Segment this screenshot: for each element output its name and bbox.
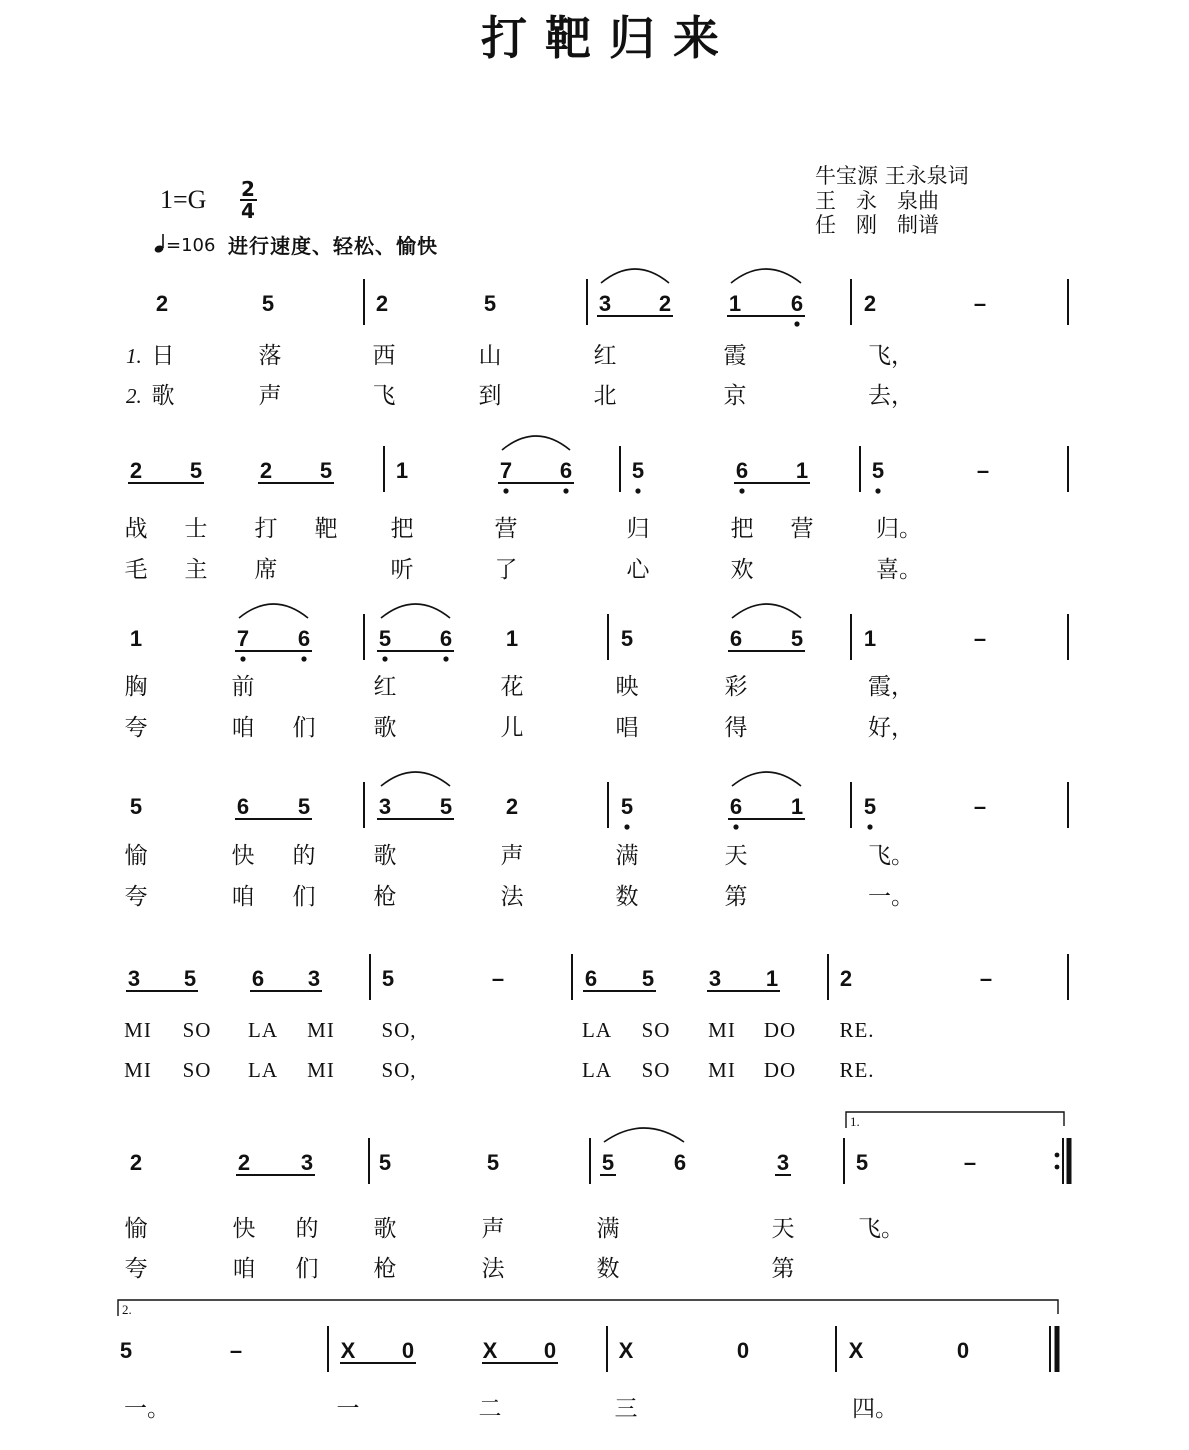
lyric-syllable: 红: [593, 343, 617, 369]
note: –: [491, 966, 505, 991]
note: 2: [375, 291, 389, 316]
lyric-syllable: DO: [763, 1018, 797, 1042]
lyric-syllable: 欢: [730, 557, 754, 583]
note: X: [340, 1338, 356, 1363]
lyric-line: [125, 557, 923, 583]
note: 3: [378, 794, 392, 819]
lyric-syllable: MI: [307, 1018, 335, 1042]
note: 1: [505, 626, 519, 651]
lyric-syllable: 喜。: [876, 557, 922, 583]
note: 6: [584, 966, 598, 991]
octave-dot: [301, 656, 306, 661]
slur: [604, 1128, 684, 1142]
note: 2: [505, 794, 519, 819]
key-signature: [160, 177, 257, 223]
lyric-syllable: 法: [481, 1256, 505, 1282]
lyric-line: [124, 1396, 898, 1422]
lyric-syllable: DO: [763, 1058, 797, 1082]
note: 6: [236, 794, 250, 819]
lyric-syllable: 愉: [124, 843, 148, 869]
lyric-syllable: 歌: [151, 383, 175, 409]
note: 5: [863, 794, 877, 819]
lyric-syllable: 去，: [868, 383, 914, 409]
note: 0: [736, 1338, 750, 1363]
lyric-syllable: 第: [724, 884, 748, 910]
octave-dot: [867, 824, 872, 829]
note: 2: [129, 458, 143, 483]
note: 5: [620, 794, 634, 819]
lyric-syllable: 满: [596, 1216, 620, 1242]
lyric-syllable: 一。: [124, 1396, 170, 1422]
lyric-syllable: 西: [372, 343, 396, 369]
lyric-syllable: 声: [500, 843, 524, 869]
lyric-syllable: 席: [254, 557, 278, 583]
note: 5: [378, 1150, 392, 1175]
song-title: 打靶归来: [481, 11, 737, 65]
lyric-syllable: MI: [708, 1058, 736, 1082]
time-signature-bottom: 4: [241, 199, 255, 223]
lyric-syllable: 快: [232, 1216, 256, 1242]
lyric-syllable: 花: [500, 674, 524, 700]
lyric-syllable: 好，: [868, 715, 914, 741]
verse-number: 1.: [126, 344, 142, 368]
lyric-syllable: MI: [307, 1058, 335, 1082]
note: X: [482, 1338, 498, 1363]
note: 6: [559, 458, 573, 483]
lyric-syllable: 得: [724, 715, 748, 741]
lyric-syllable: 落: [258, 343, 282, 369]
lyric-syllable: 霞: [723, 343, 747, 369]
lyric-syllable: LA: [582, 1058, 612, 1082]
note: 5: [641, 966, 655, 991]
lyric-line: [125, 1216, 905, 1242]
lyric-syllable: 主: [184, 557, 208, 583]
note: 1: [790, 794, 804, 819]
lyric-line: [125, 1256, 795, 1282]
volta-bracket: [118, 1300, 1058, 1316]
lyric-syllable: MI: [708, 1018, 736, 1042]
note: 5: [319, 458, 333, 483]
note: 5: [631, 458, 645, 483]
slur: [732, 772, 801, 786]
note: 2: [237, 1150, 251, 1175]
credit-lyricist: 牛宝源 王永泉词: [815, 164, 969, 188]
lyric-syllable: 山: [478, 343, 502, 369]
note: 5: [790, 626, 804, 651]
lyric-syllable: MI: [124, 1018, 152, 1042]
octave-dot: [443, 656, 448, 661]
slur: [381, 772, 450, 786]
note: 3: [307, 966, 321, 991]
lyric-syllable: 三: [614, 1396, 638, 1422]
lyric-syllable: 把: [730, 516, 754, 542]
note: 5: [378, 626, 392, 651]
slur: [239, 604, 308, 618]
lyric-line: [125, 843, 915, 869]
note: –: [976, 458, 990, 483]
note: 1: [728, 291, 742, 316]
credit-composer: 王 永 泉曲: [815, 189, 940, 213]
lyric-syllable: 彩: [724, 674, 748, 700]
note: 6: [729, 794, 743, 819]
note: –: [229, 1338, 243, 1363]
credit-arranger: 任 刚 制谱: [815, 213, 940, 237]
note: 0: [401, 1338, 415, 1363]
lyric-syllable: 歌: [373, 1216, 397, 1242]
octave-dot: [240, 656, 245, 661]
repeat-dot: [1055, 1165, 1060, 1170]
note: –: [973, 291, 987, 316]
note: 2: [658, 291, 672, 316]
repeat-dot: [1055, 1153, 1060, 1158]
slur: [732, 604, 801, 618]
lyric-line: [125, 674, 915, 700]
lyric-syllable: 们: [292, 715, 316, 741]
note: 7: [499, 458, 513, 483]
lyric-line: [126, 383, 914, 409]
lyric-syllable: SO: [182, 1018, 212, 1042]
lyric-syllable: 飞。: [858, 1216, 904, 1242]
slur: [381, 604, 450, 618]
lyric-syllable: 心: [626, 557, 650, 583]
lyric-syllable: 的: [292, 843, 316, 869]
note: 5: [483, 291, 497, 316]
note: 0: [956, 1338, 970, 1363]
lyric-syllable: 枪: [373, 884, 397, 910]
lyric-syllable: 满: [615, 843, 639, 869]
lyric-syllable: 夸: [124, 1256, 148, 1282]
lyric-syllable: 霞，: [868, 674, 914, 700]
lyric-syllable: SO,: [381, 1018, 417, 1042]
lyric-line: [125, 516, 923, 542]
quarter-note-icon: [154, 234, 165, 254]
octave-dot: [875, 488, 880, 493]
volta-number: 2.: [122, 1302, 132, 1317]
note: 5: [261, 291, 275, 316]
credits: [815, 164, 969, 237]
lyric-syllable: 夸: [124, 715, 148, 741]
note: 6: [673, 1150, 687, 1175]
note: 2: [863, 291, 877, 316]
note: 3: [300, 1150, 314, 1175]
note: X: [618, 1338, 634, 1363]
lyric-syllable: 战: [124, 516, 148, 542]
lyric-syllable: 唱: [615, 715, 639, 741]
lyric-syllable: MI: [124, 1058, 152, 1082]
lyric-line: [124, 1058, 874, 1082]
lyric-syllable: 飞，: [868, 343, 914, 369]
note: 1: [863, 626, 877, 651]
system-4: [125, 772, 1069, 910]
note: 5: [601, 1150, 615, 1175]
lyric-syllable: 夸: [124, 884, 148, 910]
lyric-syllable: 咱: [232, 1256, 256, 1282]
octave-dot: [382, 656, 387, 661]
note: 3: [127, 966, 141, 991]
lyric-syllable: 一: [336, 1396, 360, 1422]
lyric-syllable: 一。: [868, 884, 914, 910]
note: 7: [236, 626, 250, 651]
note: 1: [795, 458, 809, 483]
note: 1: [129, 626, 143, 651]
note: 5: [871, 458, 885, 483]
lyric-syllable: LA: [248, 1058, 278, 1082]
lyric-syllable: 打: [254, 516, 278, 542]
octave-dot: [733, 824, 738, 829]
system-3: [125, 604, 1069, 741]
lyric-syllable: SO: [641, 1058, 671, 1082]
lyric-syllable: 营: [790, 516, 814, 542]
octave-dot: [739, 488, 744, 493]
tempo-description: 进行速度、轻松、愉快: [228, 234, 438, 258]
note: 5: [855, 1150, 869, 1175]
note: 2: [129, 1150, 143, 1175]
note: 3: [598, 291, 612, 316]
note: 5: [189, 458, 203, 483]
lyric-syllable: 快: [231, 843, 255, 869]
lyric-syllable: 飞。: [868, 843, 914, 869]
lyric-syllable: 枪: [373, 1256, 397, 1282]
note: 5: [183, 966, 197, 991]
system-7: [118, 1300, 1058, 1422]
lyric-syllable: SO: [641, 1018, 671, 1042]
note: 5: [129, 794, 143, 819]
system-5: [124, 954, 1068, 1082]
key-label: 1=G: [160, 185, 207, 214]
note: 2: [259, 458, 273, 483]
lyric-syllable: SO: [182, 1058, 212, 1082]
slur: [601, 269, 669, 283]
lyric-syllable: 儿: [500, 715, 524, 741]
octave-dot: [794, 321, 799, 326]
note: 5: [381, 966, 395, 991]
octave-dot: [624, 824, 629, 829]
note: –: [963, 1150, 977, 1175]
lyric-syllable: 天: [724, 843, 748, 869]
lyric-syllable: 北: [593, 383, 617, 409]
note: –: [973, 626, 987, 651]
note: 6: [297, 626, 311, 651]
note: 5: [439, 794, 453, 819]
system-6: [125, 1112, 1070, 1282]
note: 1: [765, 966, 779, 991]
lyric-syllable: 胸: [124, 674, 148, 700]
lyric-syllable: 们: [292, 884, 316, 910]
lyric-syllable: 二: [478, 1396, 502, 1422]
note: 1: [395, 458, 409, 483]
octave-dot: [563, 488, 568, 493]
note: 6: [735, 458, 749, 483]
lyric-line: [124, 1018, 874, 1042]
note: 6: [790, 291, 804, 316]
note: 0: [543, 1338, 557, 1363]
lyric-syllable: 声: [481, 1216, 505, 1242]
volta-number: 1.: [850, 1114, 860, 1129]
lyric-syllable: 毛: [124, 557, 148, 583]
note: –: [979, 966, 993, 991]
lyric-syllable: 归: [626, 516, 650, 542]
note: 3: [708, 966, 722, 991]
note: 2: [839, 966, 853, 991]
lyric-line: [125, 884, 915, 910]
lyric-syllable: 咱: [231, 884, 255, 910]
lyric-syllable: 第: [771, 1256, 795, 1282]
lyric-syllable: 听: [390, 557, 414, 583]
note: 5: [620, 626, 634, 651]
system-1: [126, 269, 1068, 409]
lyric-syllable: 了: [494, 557, 518, 583]
note: 6: [251, 966, 265, 991]
lyric-syllable: LA: [248, 1018, 278, 1042]
slur: [502, 436, 570, 450]
tempo-marking: [154, 234, 438, 258]
lyric-syllable: 前: [231, 674, 255, 700]
lyric-syllable: 法: [500, 884, 524, 910]
lyric-syllable: 京: [723, 383, 747, 409]
music-systems: [118, 269, 1069, 1422]
lyric-syllable: 四。: [852, 1396, 898, 1422]
lyric-syllable: LA: [582, 1018, 612, 1042]
system-2: [125, 436, 1069, 583]
note: –: [973, 794, 987, 819]
note: 5: [297, 794, 311, 819]
lyric-syllable: 天: [771, 1216, 795, 1242]
lyric-syllable: 飞: [372, 383, 396, 409]
lyric-syllable: 们: [295, 1256, 319, 1282]
lyric-syllable: RE.: [839, 1058, 875, 1082]
lyric-syllable: 数: [596, 1256, 620, 1282]
lyric-syllable: 声: [258, 383, 282, 409]
lyric-syllable: 到: [478, 383, 502, 409]
note: 5: [486, 1150, 500, 1175]
lyric-syllable: 营: [494, 516, 518, 542]
lyric-syllable: 歌: [373, 843, 397, 869]
time-signature-top: 2: [241, 177, 255, 201]
octave-dot: [635, 488, 640, 493]
lyric-syllable: 靶: [314, 516, 338, 542]
lyric-syllable: 红: [373, 674, 397, 700]
octave-dot: [503, 488, 508, 493]
note: 2: [155, 291, 169, 316]
lyric-syllable: 把: [390, 516, 414, 542]
lyric-syllable: 歌: [373, 715, 397, 741]
lyric-line: [126, 343, 914, 369]
lyric-syllable: 日: [151, 343, 175, 369]
lyric-syllable: 映: [615, 674, 639, 700]
note: X: [848, 1338, 864, 1363]
note: 6: [439, 626, 453, 651]
verse-number: 2.: [126, 384, 142, 408]
lyric-syllable: 的: [295, 1216, 319, 1242]
note: 3: [776, 1150, 790, 1175]
lyric-syllable: 归。: [876, 516, 922, 542]
tempo-value: =106: [166, 235, 216, 256]
lyric-syllable: 愉: [124, 1216, 148, 1242]
lyric-syllable: RE.: [839, 1018, 875, 1042]
note: 5: [119, 1338, 133, 1363]
lyric-syllable: 数: [615, 884, 639, 910]
lyric-syllable: 咱: [231, 715, 255, 741]
note: 6: [729, 626, 743, 651]
lyric-line: [125, 715, 915, 741]
lyric-syllable: 士: [184, 516, 208, 542]
volta-bracket: [846, 1112, 1064, 1128]
slur: [731, 269, 801, 283]
lyric-syllable: SO,: [381, 1058, 417, 1082]
